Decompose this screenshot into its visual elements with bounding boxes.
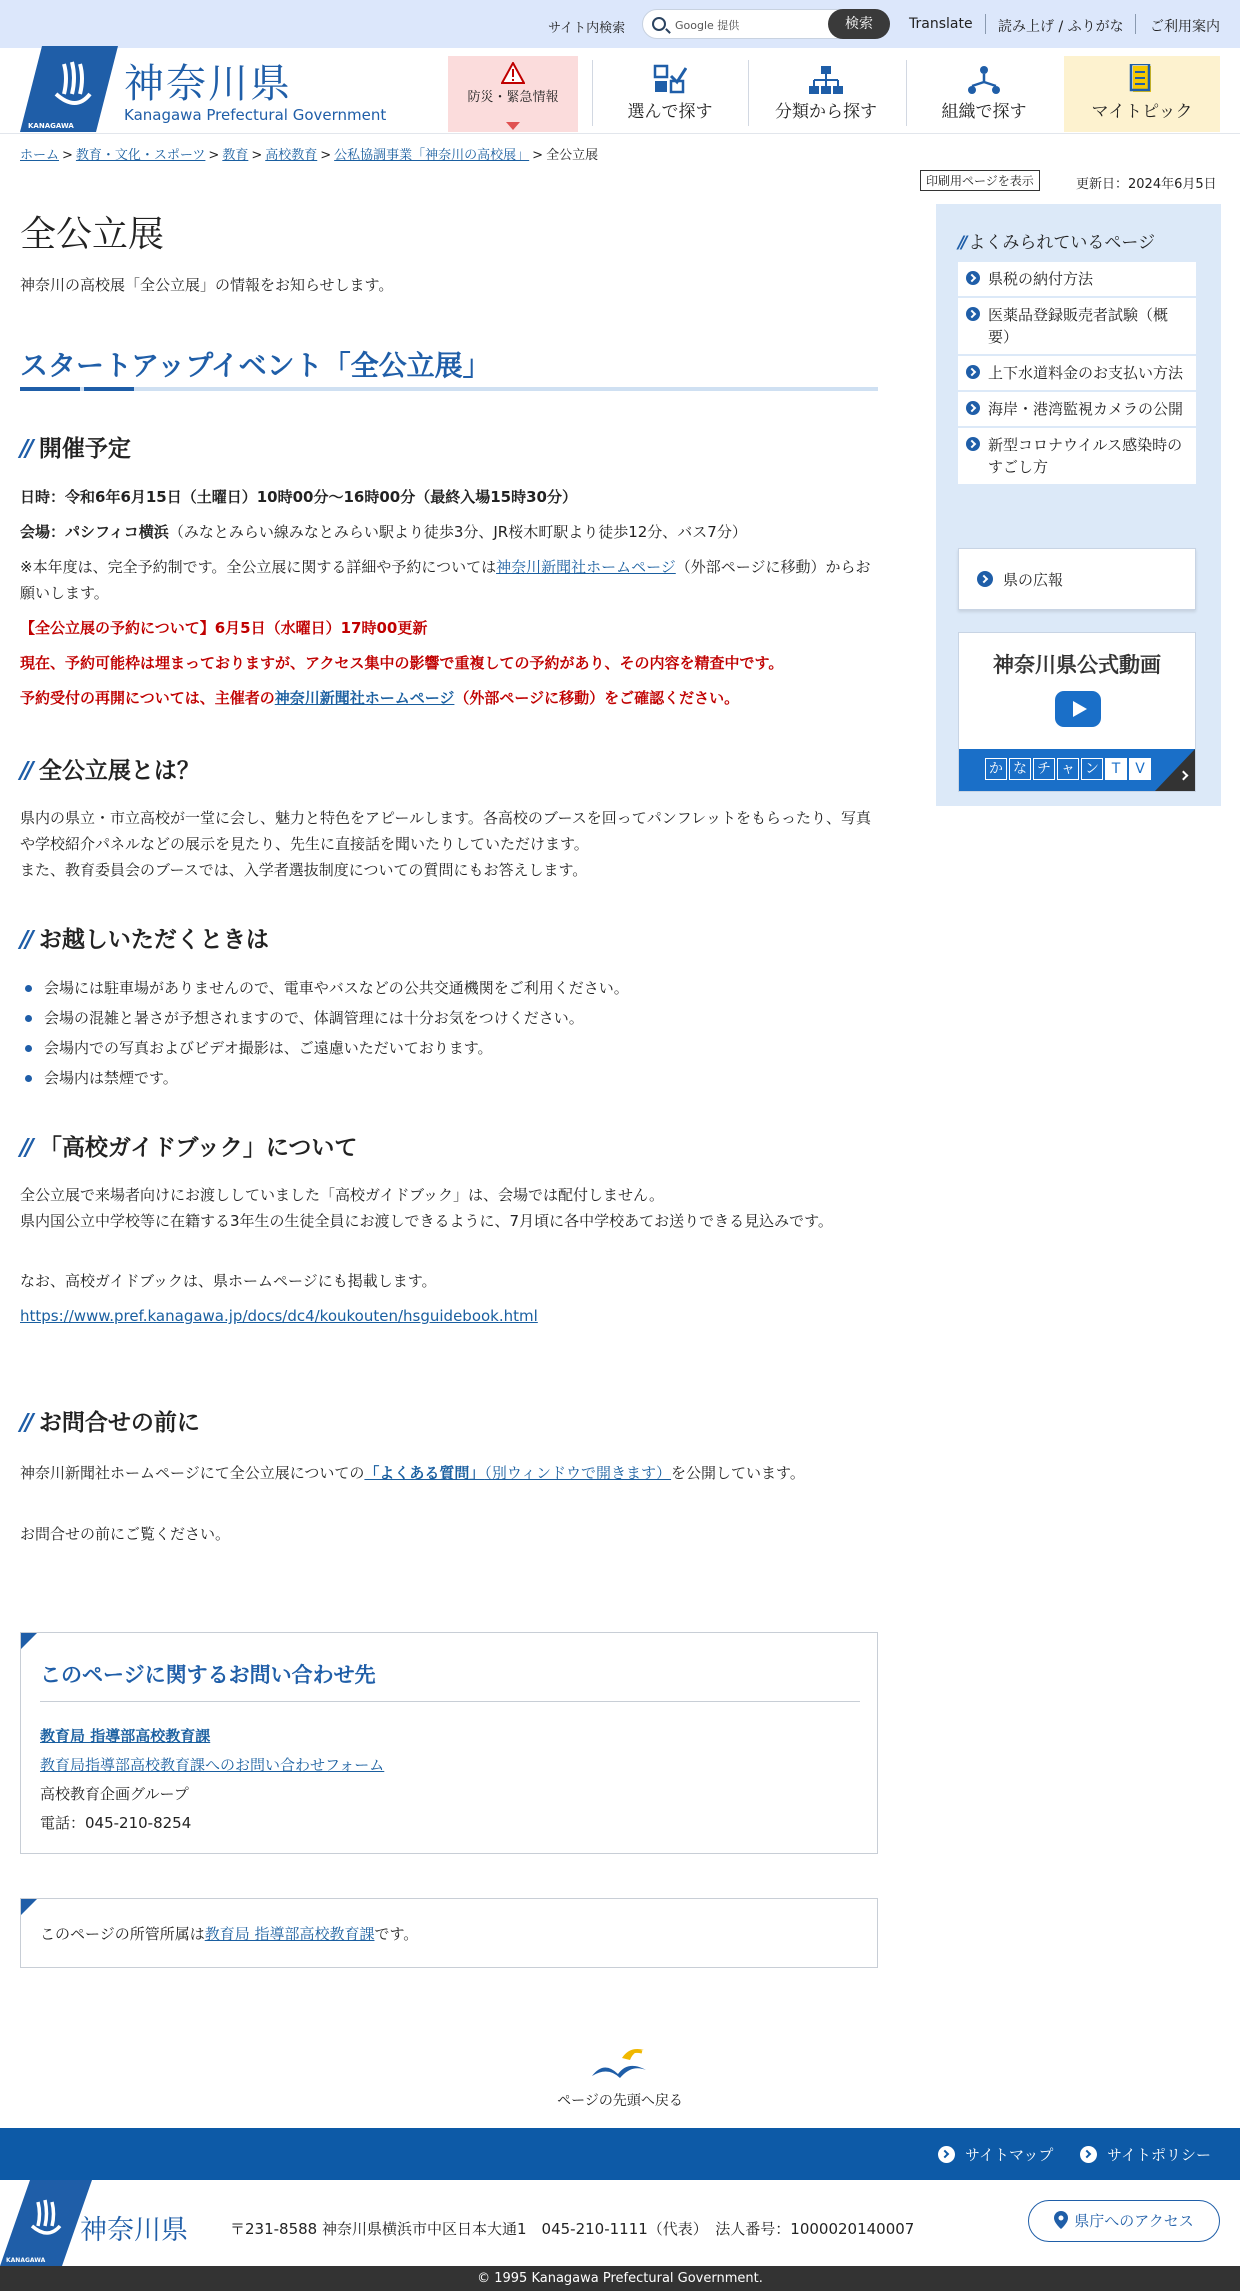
tv-char: ン <box>1081 758 1103 780</box>
reservation-note <box>20 554 880 606</box>
popular-page-item[interactable] <box>958 392 1196 426</box>
organization-icon <box>967 64 1001 96</box>
owner-text-post: です。 <box>374 1925 419 1943</box>
popular-page-item[interactable] <box>958 298 1196 354</box>
chevron-right-icon <box>966 401 980 415</box>
official-video-title: 神奈川県公式動画 <box>993 653 1161 677</box>
popular-pages-list <box>958 262 1196 486</box>
faq-link[interactable] <box>364 1464 671 1482</box>
about-text-2: また、教育委員会のブースでは、入学者選抜制度についての質問にもお答えします。 <box>20 861 588 879</box>
logo-subtitle: Kanagawa Prefectural Government <box>124 106 387 124</box>
tv-char: V <box>1129 758 1151 780</box>
corner-arrow <box>1155 749 1195 791</box>
footer-logo-icon <box>0 2180 92 2266</box>
kanachan-tv-band <box>959 749 1195 791</box>
contact-box <box>20 1632 878 1854</box>
owner-text-pre: このページの所管所属は <box>40 1925 205 1943</box>
breadcrumb-education-culture-sports[interactable]: 教育・文化・スポーツ <box>75 148 206 163</box>
alert-resume-post: （外部ページに移動）をご確認ください。 <box>454 689 740 707</box>
slash-icon: // <box>20 927 31 953</box>
visiting-heading <box>20 921 269 954</box>
prefectural-pr-button[interactable] <box>958 548 1196 610</box>
kanagawa-shimbun-link-2[interactable]: 神奈川新聞社ホームページ <box>274 689 455 707</box>
chevron-right-icon <box>977 571 993 587</box>
slash-icon: // <box>20 436 31 462</box>
play-icon <box>1055 691 1101 727</box>
alert-resume <box>20 685 880 711</box>
copyright: © 1995 Kanagawa Prefectural Government. <box>0 2266 1240 2291</box>
emergency-label: 防災・緊急情報 <box>467 90 559 105</box>
faq-heading <box>20 1404 200 1437</box>
chevron-right-icon <box>966 307 980 321</box>
hierarchy-icon <box>809 64 843 96</box>
note-text: ※本年度は、完全予約制です。全公立展に関する詳細や予約については <box>20 558 497 576</box>
utility-bar <box>0 0 1240 48</box>
breadcrumb-high-school-fair[interactable]: 公私協調事業「神奈川の高校展」 <box>334 148 530 163</box>
access-label: 県庁へのアクセス <box>1074 2212 1194 2230</box>
tv-char: ャ <box>1057 758 1079 780</box>
page-title: 全公立展 <box>20 214 165 255</box>
contact-phone: 電話：045-210-8254 <box>40 1814 192 1832</box>
contact-dept-link[interactable]: 教育局 指導部高校教育課 <box>40 1727 211 1745</box>
guidebook-heading-text: 「高校ガイドブック」について <box>38 1135 358 1161</box>
slash-icon: // <box>20 758 31 784</box>
chevron-down-icon <box>506 122 520 130</box>
faq-text-post: を公開しています。 <box>671 1464 805 1482</box>
sitemap-link[interactable] <box>938 2144 1053 2165</box>
faq-link-bold: 「よくある質問」 <box>364 1464 485 1482</box>
guidebook-heading <box>20 1129 357 1162</box>
owner-text <box>40 1923 418 1944</box>
slash-icon: // <box>958 233 965 253</box>
corner-mark <box>21 1633 37 1649</box>
about-heading <box>20 752 200 785</box>
popular-page-label: 医薬品登録販売者試験（概要） <box>988 306 1169 346</box>
search-icon <box>652 17 666 31</box>
popular-page-label: 新型コロナウイルス感染時のすごし方 <box>988 436 1183 476</box>
popular-page-item[interactable] <box>958 356 1196 390</box>
schedule-heading <box>20 430 131 463</box>
guidebook-url-line <box>20 1303 880 1329</box>
contact-group: 高校教育企画グループ <box>40 1785 189 1803</box>
guidebook-url-link[interactable]: https://www.pref.kanagawa.jp/docs/dc4/koukouten/hsguidebook.html <box>20 1307 538 1325</box>
nav-my-topic-label: マイトピック <box>1091 102 1193 122</box>
faq-text-2: お問合せの前にご覧ください。 <box>20 1525 231 1543</box>
nav-organization-label: 組織で探す <box>941 102 1027 122</box>
breadcrumb-education[interactable]: 教育 <box>222 148 249 163</box>
grid-search-icon <box>653 64 687 96</box>
owner-box <box>20 1898 878 1968</box>
search-button[interactable]: 検索 <box>828 9 890 39</box>
popular-page-item[interactable] <box>958 428 1196 484</box>
schedule-heading-text: 開催予定 <box>38 436 131 462</box>
breadcrumb-high-school-education[interactable]: 高校教育 <box>265 148 318 163</box>
chevron-right-icon <box>938 2146 955 2163</box>
footer-address: 〒231-8588 神奈川県横浜市中区日本大通1 045-210-1111（代表） 法人番号：1000020140007 <box>230 2220 915 2238</box>
tv-char: な <box>1009 758 1031 780</box>
heading-underline <box>20 387 878 391</box>
faq-text <box>20 1460 880 1486</box>
visiting-list <box>20 973 880 1093</box>
chevron-right-icon <box>966 365 980 379</box>
nav-organization[interactable] <box>906 56 1062 132</box>
search-placeholder: Google 提供 <box>675 19 740 32</box>
popular-page-item[interactable] <box>958 262 1196 296</box>
chevron-right-icon <box>1080 2146 1097 2163</box>
venue-access: （みなとみらい線みなとみらい駅より徒歩3分、JR桜木町駅より徒歩12分、バス7分） <box>168 523 747 541</box>
popular-page-label: 上下水道料金のお支払い方法 <box>988 364 1184 382</box>
popular-page-label: 県税の納付方法 <box>988 270 1094 288</box>
nav-choose-label: 選んで探す <box>627 102 713 122</box>
read-aloud-link[interactable]: 読み上げ / ふりがな <box>998 19 1124 35</box>
nav-choose[interactable] <box>592 56 748 132</box>
official-video-banner[interactable] <box>958 632 1196 792</box>
kanagawa-logo-icon[interactable] <box>20 46 118 132</box>
tv-char: チ <box>1033 758 1055 780</box>
corner-mark <box>21 1899 37 1915</box>
back-to-top-label: ページの先頭へ戻る <box>557 2093 683 2109</box>
popular-page-label: 海岸・港湾監視カメラの公開 <box>988 400 1184 418</box>
map-pin-icon <box>1054 2211 1068 2229</box>
breadcrumb-current: 全公立展 <box>546 148 599 163</box>
faq-heading-text: お問合せの前に <box>38 1410 200 1436</box>
popular-pages-title <box>958 228 1155 253</box>
seagull-icon <box>588 2044 652 2084</box>
contact-title: このページに関するお問い合わせ先 <box>40 1663 376 1687</box>
divider <box>985 14 986 34</box>
site-search-label: サイト内検索 <box>548 21 626 36</box>
popular-pages-title-text: よくみられているページ <box>968 233 1156 253</box>
list-item: 会場内での写真およびビデオ撮影は、ご遠慮いただいております。 <box>20 1033 880 1063</box>
visiting-heading-text: お越しいただくときは <box>38 927 269 953</box>
prefectural-pr-label: 県の広報 <box>1003 571 1064 589</box>
about-text: 県内の県立・市立高校が一堂に会し、魅力と特色をアピールします。各高校のブースを回ってパンフレットをもらったり、写真や学校紹介パネルなどの展示を見たり、先生に直接話を聞いたりしていただけます。 <box>20 809 871 853</box>
kanachan-tv-logo <box>985 758 1153 780</box>
site-policy-label: サイトポリシー <box>1107 2146 1211 2164</box>
list-item: 会場には駐車場がありませんので、電車やバスなどの公共交通機関をご利用ください。 <box>20 973 880 1003</box>
faq-text-pre: 神奈川新聞社ホームページにて全公立展についての <box>20 1464 365 1482</box>
footer-logo-title: 神奈川県 <box>80 2215 188 2246</box>
print-page-button[interactable]: 印刷用ページを表示 <box>920 170 1040 191</box>
section-heading: スタートアップイベント「全公立展」 <box>20 349 491 382</box>
breadcrumb-home[interactable]: ホーム <box>20 148 60 163</box>
alert-status: 現在、予約可能枠は埋まっておりますが、アクセス集中の影響で重複しての予約があり、その内容を精査中です。 <box>20 654 784 672</box>
owner-dept-link[interactable]: 教育局 指導部高校教育課 <box>204 1925 375 1943</box>
contact-form-link[interactable]: 教育局指導部高校教育課へのお問い合わせフォーム <box>40 1756 385 1774</box>
tv-char: T <box>1105 758 1127 780</box>
logo-small-text: KANAGAWA <box>28 122 74 130</box>
sidebar <box>936 204 1221 806</box>
emergency-info-button[interactable] <box>448 56 578 132</box>
guide-link[interactable]: ご利用案内 <box>1150 19 1220 35</box>
guidebook-text-1: 全公立展で来場者向けにお渡ししていました「高校ガイドブック」は、会場では配付しません。 <box>20 1186 664 1204</box>
site-policy-link[interactable] <box>1080 2144 1211 2165</box>
guidebook-text-2: 県内国公立中学校等に在籍する3年生の生徒全員にお渡しできるように、7月頃に各中学校あてお送りできる見込みです。 <box>20 1212 833 1230</box>
list-item: 会場内は禁煙です。 <box>20 1063 880 1093</box>
back-to-top[interactable] <box>0 2044 1240 2110</box>
document-icon <box>1125 64 1159 96</box>
faq-link-note: （別ウィンドウで開きます） <box>484 1464 672 1482</box>
event-date: 日時：令和6年6月15日（土曜日）10時00分～16時00分（最終入場15時30分） <box>20 488 577 506</box>
divider <box>1135 14 1136 34</box>
tv-char: か <box>985 758 1007 780</box>
access-button[interactable] <box>1028 2200 1220 2242</box>
divider <box>40 1701 860 1702</box>
lead-text: 神奈川の高校展「全公立展」の情報をお知らせします。 <box>20 276 394 294</box>
venue-name: 会場：パシフィコ横浜 <box>20 523 169 541</box>
logo-small-text: KANAGAWA <box>6 2257 46 2264</box>
list-item: 会場の混雑と暑さが予想されますので、体調管理には十分お気をつけください。 <box>20 1003 880 1033</box>
chevron-right-icon <box>966 437 980 451</box>
sitemap-label: サイトマップ <box>965 2146 1054 2164</box>
event-venue <box>20 519 880 545</box>
updated-date: 更新日：2024年6月5日 <box>1076 177 1217 192</box>
nav-my-topic[interactable] <box>1064 56 1220 132</box>
nav-category-label: 分類から探す <box>775 102 877 122</box>
kanagawa-shimbun-link[interactable]: 神奈川新聞社ホームページ <box>496 558 676 576</box>
guidebook-text-3: なお、高校ガイドブックは、県ホームページにも掲載します。 <box>20 1272 437 1290</box>
breadcrumb: ホーム > 教育・文化・スポーツ > 教育 > 高校教育 > 公私協調事業「神奈川の高校展」 > 全公立展 <box>20 148 599 163</box>
footer-info <box>0 2180 1240 2266</box>
slash-icon: // <box>20 1410 31 1436</box>
alert-update: 【全公立展の予約について】6月5日（水曜日）17時00更新 <box>20 619 428 637</box>
logo-title[interactable]: 神奈川県 <box>124 61 292 107</box>
warning-icon <box>501 62 525 84</box>
alert-resume-text: 予約受付の再開については、主催者の <box>20 689 275 707</box>
chevron-right-icon <box>966 271 980 285</box>
footer-nav <box>0 2128 1240 2180</box>
nav-category[interactable] <box>748 56 904 132</box>
note-text-post: （外部ページに移動）からお願いします。 <box>20 558 871 602</box>
about-heading-text: 全公立展とは？ <box>38 758 200 784</box>
translate-link[interactable]: Translate <box>909 16 973 32</box>
slash-icon: // <box>20 1135 31 1161</box>
